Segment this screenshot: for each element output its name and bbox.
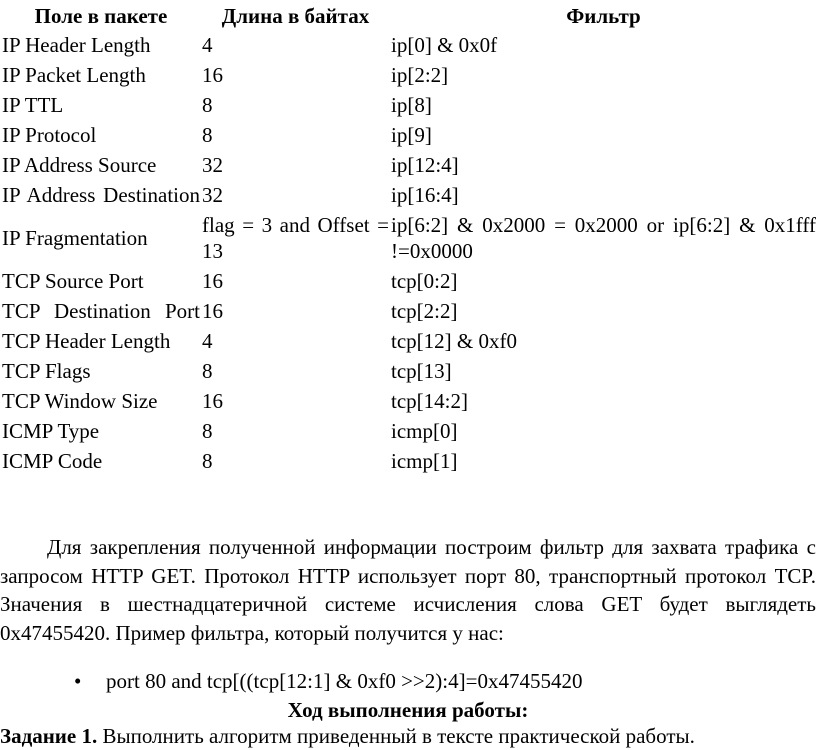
header-field: Поле в пакете [34, 4, 168, 28]
cell-field: TCP Header Length [2, 329, 171, 353]
cell-field: ICMP Code [2, 449, 103, 473]
cell-filter: ip[9] [391, 123, 432, 147]
task-line [0, 723, 816, 749]
bullet-dot-icon: • [74, 669, 82, 693]
cell-length: 32 [202, 153, 223, 177]
cell-length: 16 [202, 389, 223, 413]
table-row [0, 266, 816, 296]
cell-length: 8 [202, 449, 213, 473]
header-length: Длина в байтах [221, 4, 370, 28]
table-row [0, 90, 816, 120]
table-row [0, 210, 816, 266]
table-row [0, 446, 816, 476]
cell-length: 4 [202, 329, 213, 353]
task-label: Задание 1. [0, 724, 98, 748]
cell-length: 16 [202, 63, 223, 87]
cell-field: IP Fragmentation [2, 226, 148, 250]
bullet-text: port 80 and tcp[((tcp[12:1] & 0xf0 >>2):4]=0x47455420 [106, 669, 583, 693]
cell-filter: icmp[0] [391, 419, 458, 443]
cell-field: TCP Destination Port [2, 299, 200, 323]
table-row [0, 30, 816, 60]
cell-filter: ip[0] & 0x0f [391, 33, 498, 57]
table-row [0, 296, 816, 326]
cell-field: IP TTL [2, 93, 64, 117]
cell-field: IP Packet Length [2, 63, 146, 87]
table-header-row [0, 2, 816, 30]
table-row [0, 150, 816, 180]
cell-filter: icmp[1] [391, 449, 458, 473]
cell-filter: ip[6:2] & 0x2000 = 0x2000 or ip[6:2] & 0x1fff !=0x0000 [391, 213, 816, 263]
cell-field: IP Protocol [2, 123, 97, 147]
cell-field: TCP Window Size [2, 389, 158, 413]
task-text: Выполнить алгоритм приведенный в тексте практической работы. [97, 724, 695, 748]
cell-field: IP Header Length [2, 33, 151, 57]
cell-length: 8 [202, 419, 213, 443]
cell-length: 32 [202, 183, 223, 207]
filter-table [0, 2, 816, 476]
header-filter: Фильтр [566, 4, 641, 28]
body-paragraph: Для закрепления полученной информации построим фильтр для захвата трафика с запросом HTTP GET. Протокол HTTP использует порт 80, транспортный протокол TCP. Значения в шестнадцатеричной системе исчисления слова GET будет выглядеть 0x47455420. Пример фильтра, который получится у нас: [0, 535, 816, 645]
section-heading: Ход выполнения работы: [287, 698, 529, 722]
cell-length: 4 [202, 33, 213, 57]
table-row [0, 60, 816, 90]
cell-filter: ip[12:4] [391, 153, 459, 177]
table-row [0, 180, 816, 210]
cell-length: 8 [202, 123, 213, 147]
cell-field: TCP Source Port [2, 269, 144, 293]
cell-field: ICMP Type [2, 419, 100, 443]
cell-field: IP Address Destination [2, 183, 200, 207]
table-row [0, 416, 816, 446]
cell-filter: tcp[14:2] [391, 389, 468, 413]
cell-filter: tcp[13] [391, 359, 452, 383]
cell-filter: tcp[12] & 0xf0 [391, 329, 517, 353]
cell-length: 8 [202, 93, 213, 117]
cell-filter: tcp[2:2] [391, 299, 458, 323]
table-row [0, 356, 816, 386]
bullet-item [74, 668, 582, 694]
cell-filter: tcp[0:2] [391, 269, 458, 293]
cell-filter: ip[8] [391, 93, 432, 117]
cell-length: 16 [202, 269, 223, 293]
cell-field: IP Address Source [2, 153, 157, 177]
table-row [0, 120, 816, 150]
cell-filter: ip[16:4] [391, 183, 459, 207]
cell-length: 16 [202, 299, 223, 323]
cell-length: flag = 3 and Offset = 13 [202, 213, 389, 263]
cell-filter: ip[2:2] [391, 63, 449, 87]
table-row [0, 326, 816, 356]
cell-length: 8 [202, 359, 213, 383]
cell-field: TCP Flags [2, 359, 91, 383]
table-row [0, 386, 816, 416]
